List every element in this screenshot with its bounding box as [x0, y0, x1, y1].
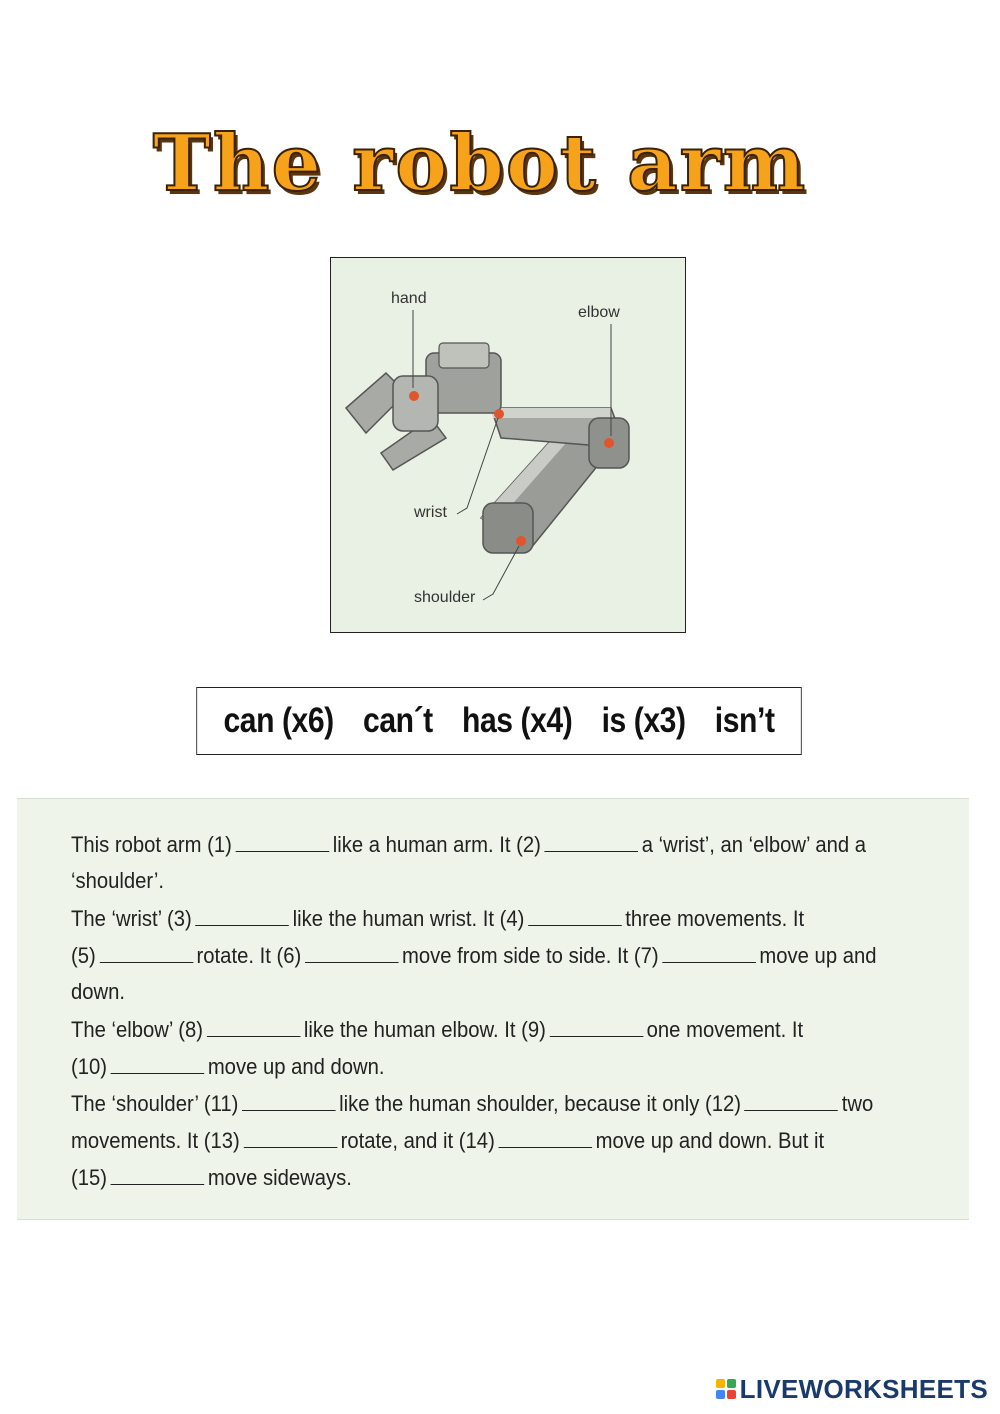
answer-blank-2[interactable] — [545, 831, 639, 852]
passage-text: move sideways. — [207, 1165, 352, 1190]
label-hand: hand — [391, 290, 427, 307]
answer-blank-14[interactable] — [498, 1127, 592, 1148]
answer-blank-3[interactable] — [195, 905, 289, 926]
passage-text: like the human shoulder, because it only (12) — [339, 1091, 742, 1116]
passage-line — [71, 1127, 824, 1154]
passage-text: This robot arm (1) — [71, 832, 232, 857]
answer-blank-7[interactable] — [662, 942, 756, 963]
answer-blank-4[interactable] — [528, 905, 622, 926]
passage-line — [71, 1053, 385, 1080]
answer-blank-8[interactable] — [207, 1016, 301, 1037]
passage-text: The ‘elbow’ (8) — [71, 1017, 204, 1042]
robot-arm-figure — [330, 257, 686, 633]
passage-text: down. — [71, 979, 126, 1004]
passage-text: move from side to side. It (7) — [402, 943, 659, 968]
passage-text: a ‘wrist’, an ‘elbow’ and a — [641, 832, 867, 857]
word-bank-item: can´t — [363, 701, 433, 740]
passage-line — [71, 979, 125, 1005]
gripper — [346, 373, 446, 470]
liveworksheets-logo-icon — [716, 1379, 736, 1399]
label-wrist: wrist — [414, 504, 447, 521]
page-title: The robot arm — [152, 118, 808, 209]
passage-text: like the human elbow. It (9) — [303, 1017, 546, 1042]
liveworksheets-logo — [716, 1374, 988, 1404]
answer-blank-11[interactable] — [242, 1090, 336, 1111]
word-bank-item: can (x6) — [223, 701, 334, 740]
word-bank-item: is (x3) — [601, 701, 686, 740]
passage-text: rotate, and it (14) — [340, 1128, 495, 1153]
passage-line — [71, 1090, 873, 1117]
passage-line — [71, 942, 877, 969]
gap-fill-passage — [17, 798, 969, 1220]
passage-text: move up and down. But it — [595, 1128, 825, 1153]
passage-text: like a human arm. It (2) — [332, 832, 541, 857]
passage-text: one movement. It — [646, 1017, 804, 1042]
word-bank-item: isn’t — [714, 701, 775, 740]
passage-line — [71, 1164, 352, 1191]
answer-blank-1[interactable] — [236, 831, 330, 852]
robot-arm-illustration — [331, 258, 685, 632]
answer-blank-13[interactable] — [243, 1127, 337, 1148]
passage-text: ‘shoulder’. — [71, 868, 165, 893]
answer-blank-5[interactable] — [99, 942, 193, 963]
passage-text: three movements. It — [625, 906, 805, 931]
passage-text: (5) — [71, 943, 96, 968]
passage-text: movements. It (13) — [71, 1128, 240, 1153]
label-elbow: elbow — [578, 304, 620, 321]
passage-text: move up and down. — [207, 1054, 385, 1079]
answer-blank-15[interactable] — [111, 1164, 205, 1185]
word-bank — [196, 687, 801, 755]
answer-blank-9[interactable] — [549, 1016, 643, 1037]
passage-line — [71, 831, 866, 858]
passage-text: rotate. It (6) — [196, 943, 302, 968]
passage-text: The ‘wrist’ (3) — [71, 906, 192, 931]
word-bank-item: has (x4) — [462, 701, 573, 740]
answer-blank-10[interactable] — [111, 1053, 205, 1074]
passage-text: like the human wrist. It (4) — [292, 906, 525, 931]
passage-text: two — [841, 1091, 874, 1116]
passage-text: (15) — [71, 1165, 108, 1190]
passage-line — [71, 868, 164, 894]
label-shoulder: shoulder — [414, 589, 476, 606]
passage-text: The ‘shoulder’ (11) — [71, 1091, 239, 1116]
passage-text: (10) — [71, 1054, 108, 1079]
answer-blank-12[interactable] — [745, 1090, 839, 1111]
answer-blank-6[interactable] — [305, 942, 399, 963]
passage-line — [71, 1016, 803, 1043]
passage-text: move up and — [759, 943, 877, 968]
passage-line — [71, 905, 804, 932]
brand-name: LIVEWORKSHEETS — [739, 1373, 988, 1404]
